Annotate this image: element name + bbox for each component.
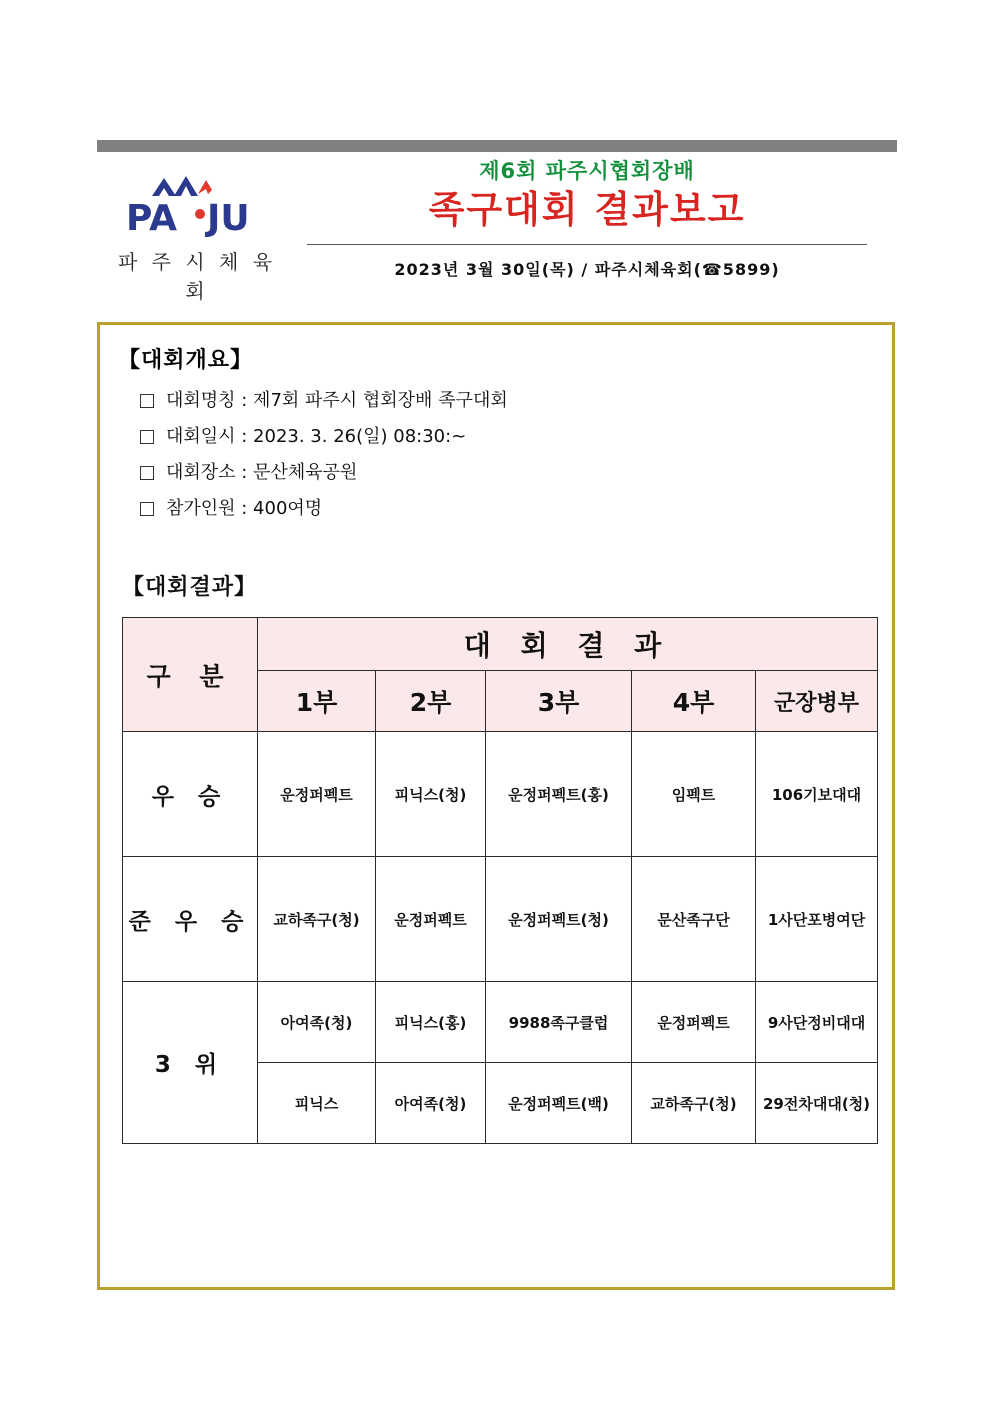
result-cell: 피닉스 bbox=[258, 1063, 376, 1144]
result-cell: 아여족(청) bbox=[376, 1063, 486, 1144]
overview-item-text: 대회명칭 : 제7회 파주시 협회장배 족구대회 bbox=[166, 390, 508, 411]
checkbox-icon bbox=[140, 430, 154, 444]
svg-text:JU: JU bbox=[207, 198, 250, 239]
column-header-division-5: 군장병부 bbox=[756, 671, 878, 732]
overview-section-title: 【대회개요】 bbox=[118, 348, 254, 373]
header-top-bar bbox=[97, 140, 897, 152]
table-row bbox=[123, 732, 878, 857]
report-subtitle: 제6회 파주시협회장배 bbox=[479, 159, 695, 183]
organization-logo bbox=[107, 170, 287, 304]
row-label-runner-up: 준 우 승 bbox=[123, 857, 258, 982]
list-item bbox=[140, 383, 840, 419]
overview-item-text: 참가인원 : 400여명 bbox=[166, 498, 323, 519]
result-cell: 9988족구클럽 bbox=[486, 982, 632, 1063]
results-table bbox=[122, 617, 878, 1144]
result-cell: 9사단정비대대 bbox=[756, 982, 878, 1063]
column-header-division-2: 2부 bbox=[376, 671, 486, 732]
title-divider bbox=[307, 244, 867, 245]
list-item bbox=[140, 491, 840, 527]
result-cell: 운정퍼펙트 bbox=[632, 982, 756, 1063]
result-cell: 운정퍼펙트(청) bbox=[486, 857, 632, 982]
title-block bbox=[287, 158, 887, 280]
table-row bbox=[123, 982, 878, 1063]
table-row bbox=[123, 857, 878, 982]
result-cell: 문산족구단 bbox=[632, 857, 756, 982]
column-header-division-4: 4부 bbox=[632, 671, 756, 732]
document-header bbox=[97, 152, 897, 317]
result-cell: 아여족(청) bbox=[258, 982, 376, 1063]
report-date-line: 2023년 3월 30일(목) / 파주시체육회(☎5899) bbox=[394, 259, 780, 279]
result-cell: 피닉스(홍) bbox=[376, 982, 486, 1063]
result-cell: 임펙트 bbox=[632, 732, 756, 857]
checkbox-icon bbox=[140, 502, 154, 516]
result-cell: 운정퍼펙트 bbox=[258, 732, 376, 857]
result-cell: 피닉스(청) bbox=[376, 732, 486, 857]
overview-list bbox=[140, 383, 840, 527]
column-header-division-1: 1부 bbox=[258, 671, 376, 732]
column-header-division-3: 3부 bbox=[486, 671, 632, 732]
result-cell: 1사단포병여단 bbox=[756, 857, 878, 982]
result-cell: 운정퍼펙트(백) bbox=[486, 1063, 632, 1144]
report-title: 족구대회 결과보고 bbox=[428, 188, 746, 232]
table-header-row-1 bbox=[123, 618, 878, 671]
result-cell: 29전차대대(청) bbox=[756, 1063, 878, 1144]
column-header-group: 대 회 결 과 bbox=[258, 618, 878, 671]
overview-item-text: 대회일시 : 2023. 3. 26(일) 08:30:~ bbox=[166, 426, 467, 447]
row-label-third-place: 3 위 bbox=[123, 982, 258, 1144]
svg-text:PA: PA bbox=[126, 198, 177, 239]
organization-name: 파 주 시 체 육 회 bbox=[117, 250, 277, 303]
paju-logo-icon bbox=[112, 170, 282, 240]
results-section-title: 【대회결과】 bbox=[122, 575, 258, 600]
report-body bbox=[97, 322, 895, 1290]
results-table-wrapper bbox=[122, 617, 877, 1144]
checkbox-icon bbox=[140, 466, 154, 480]
result-cell: 교하족구(청) bbox=[258, 857, 376, 982]
row-label-winner: 우 승 bbox=[123, 732, 258, 857]
checkbox-icon bbox=[140, 394, 154, 408]
list-item bbox=[140, 455, 840, 491]
result-cell: 106기보대대 bbox=[756, 732, 878, 857]
overview-item-text: 대회장소 : 문산체육공원 bbox=[166, 462, 358, 483]
column-header-gubun: 구 분 bbox=[123, 618, 258, 732]
result-cell: 운정퍼펙트 bbox=[376, 857, 486, 982]
result-cell: 교하족구(청) bbox=[632, 1063, 756, 1144]
result-cell: 운정퍼펙트(홍) bbox=[486, 732, 632, 857]
list-item bbox=[140, 419, 840, 455]
